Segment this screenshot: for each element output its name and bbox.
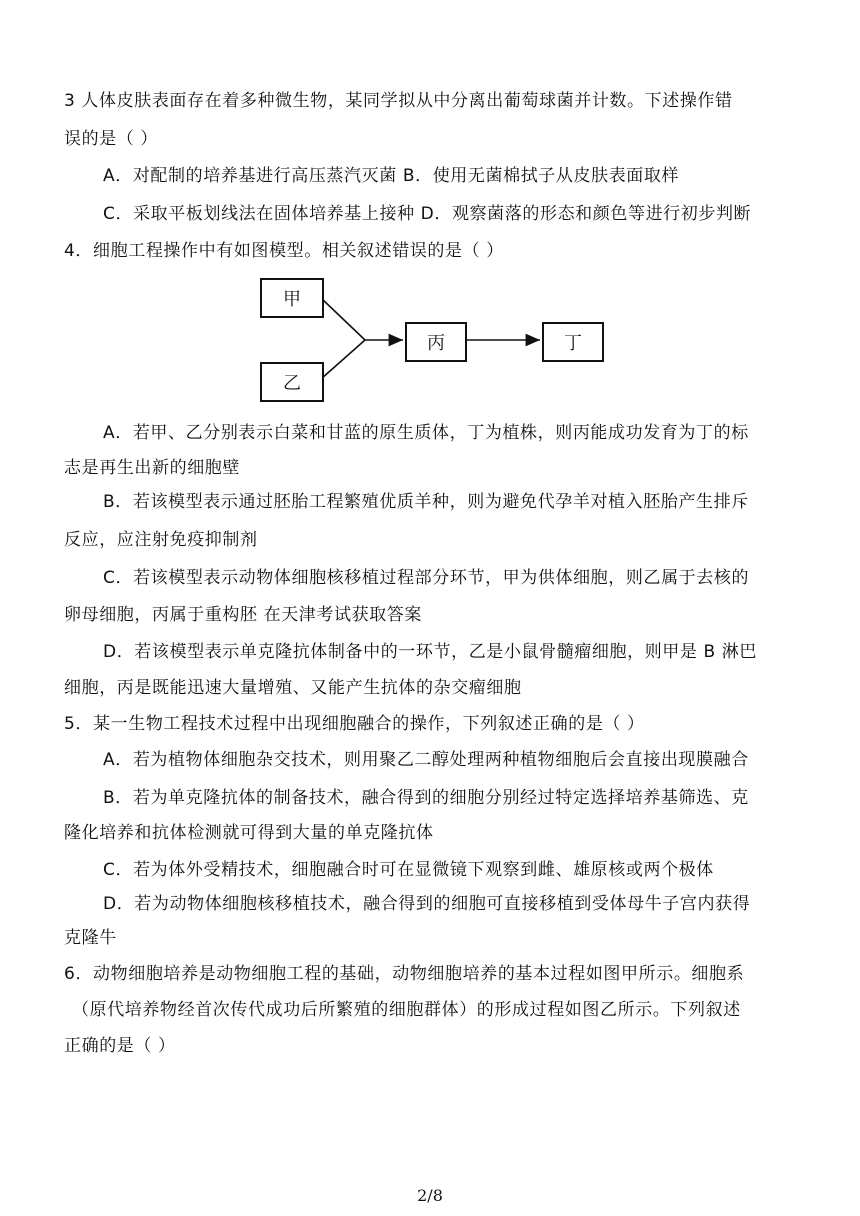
q4-option-b-line2: 反应，应注射免疫抑制剂 — [64, 530, 258, 550]
box-bing — [405, 322, 467, 362]
q5-option-b-line1: B．若为单克隆抗体的制备技术，融合得到的细胞分别经过特定选择培养基筛选、克 — [103, 788, 749, 808]
q5-option-d-line2: 克隆牛 — [64, 928, 117, 948]
q4-option-c-line2: 卵母细胞，丙属于重构胚 在天津考试获取答案 — [64, 605, 423, 625]
q4-stem: 4．细胞工程操作中有如图模型。相关叙述错误的是（ ） — [64, 241, 504, 261]
q5-stem: 5．某一生物工程技术过程中出现细胞融合的操作，下列叙述正确的是（ ） — [64, 714, 645, 734]
box-yi — [260, 362, 324, 402]
q4-option-d-line1: D．若该模型表示单克隆抗体制备中的一环节，乙是小鼠骨髓瘤细胞，则甲是 B 淋巴 — [103, 642, 757, 662]
q4-option-c-line1: C．若该模型表示动物体细胞核移植过程部分环节，甲为供体细胞，则乙属于去核的 — [103, 568, 750, 588]
cell-engineering-model-diagram — [255, 276, 615, 401]
box-yi-label: 乙 — [283, 373, 301, 394]
q3-stem-line1: 3 人体皮肤表面存在着多种微生物，某同学拟从中分离出葡萄球菌并计数。下述操作错 — [64, 91, 733, 111]
box-ding — [542, 322, 604, 362]
q3-stem-line2: 误的是（ ） — [64, 129, 159, 149]
q6-stem-line3: 正确的是（ ） — [64, 1036, 176, 1056]
q4-option-b-line1: B．若该模型表示通过胚胎工程繁殖优质羊种，则为避免代孕羊对植入胚胎产生排斥 — [103, 492, 749, 512]
q5-option-a: A．若为植物体细胞杂交技术，则用聚乙二醇处理两种植物细胞后会直接出现膜融合 — [103, 750, 749, 770]
q5-option-b-line2: 隆化培养和抗体检测就可得到大量的单克隆抗体 — [64, 823, 434, 843]
q4-option-a-line2: 志是再生出新的细胞壁 — [64, 458, 240, 478]
q6-stem-line1: 6．动物细胞培养是动物细胞工程的基础，动物细胞培养的基本过程如图甲所示。细胞系 — [64, 964, 745, 984]
q3-options-cd: C．采取平板划线法在固体培养基上接种 D．观察菌落的形态和颜色等进行初步判断 — [103, 204, 752, 224]
q6-stem-line2: （原代培养物经首次传代成功后所繁殖的细胞群体）的形成过程如图乙所示。下列叙述 — [72, 1000, 741, 1020]
q4-option-d-line2: 细胞，丙是既能迅速大量增殖、又能产生抗体的杂交瘤细胞 — [64, 678, 522, 698]
box-ding-label: 丁 — [564, 333, 582, 354]
line-jia-to-junction — [321, 298, 365, 340]
box-bing-label: 丙 — [427, 333, 445, 354]
q5-option-c: C．若为体外受精技术，细胞融合时可在显微镜下观察到雌、雄原核或两个极体 — [103, 860, 714, 880]
box-jia-label: 甲 — [283, 289, 301, 310]
line-yi-to-junction — [321, 340, 365, 379]
page-number: 2/8 — [417, 1186, 443, 1205]
q3-options-ab: A．对配制的培养基进行高压蒸汽灭菌 B．使用无菌棉拭子从皮肤表面取样 — [103, 166, 680, 186]
q4-option-a-line1: A．若甲、乙分别表示白菜和甘蓝的原生质体，丁为植株，则丙能成功发育为丁的标 — [103, 423, 749, 443]
q5-option-d-line1: D．若为动物体细胞核移植技术，融合得到的细胞可直接移植到受体母牛子宫内获得 — [103, 894, 751, 914]
box-jia — [260, 278, 324, 318]
